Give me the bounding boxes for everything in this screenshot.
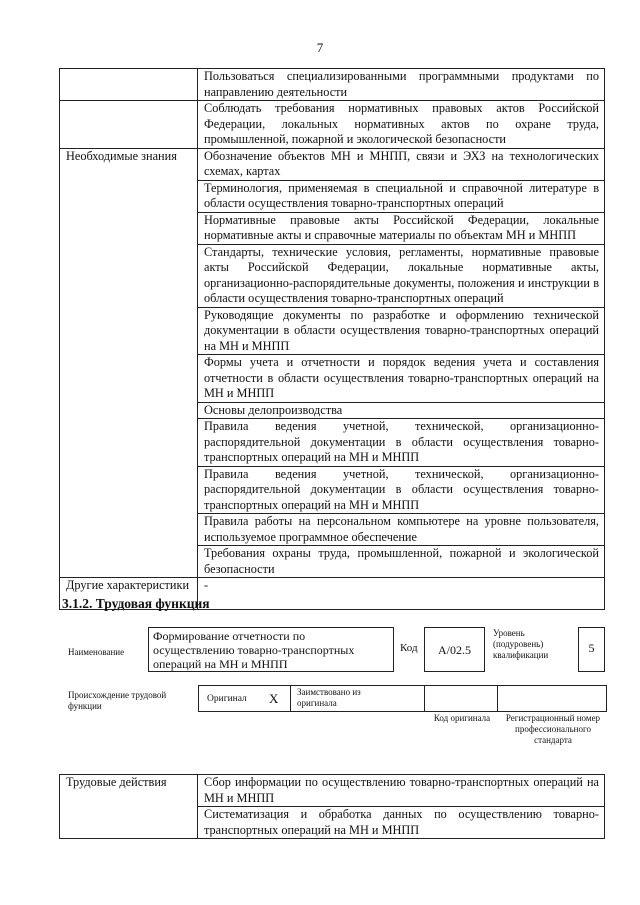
knowledge-row: Нормативные правовые акты Российской Федерации, локальные нормативные акты и справочные материалы по объектам МН и МНПП bbox=[198, 212, 605, 244]
knowledge-row: Формы учета и отчетности и порядок ведения учета и составления отчетности в области осуществления товарно-транспортных операций на МН и МНПП bbox=[198, 355, 605, 403]
origin-box bbox=[198, 685, 607, 712]
table-row bbox=[60, 148, 605, 180]
level-label: Уровень (подуровень) квалификации bbox=[493, 628, 549, 660]
table-cell-empty bbox=[60, 101, 198, 149]
level-box: 5 bbox=[578, 627, 605, 672]
table-row bbox=[60, 101, 605, 149]
table-row bbox=[60, 775, 605, 807]
knowledge-row: Терминология, применяемая в специальной и справочной литературе в области осуществления товарно-транспортных операций bbox=[198, 180, 605, 212]
other-characteristics-value: - bbox=[198, 578, 605, 610]
knowledge-row: Правила работы на персональном компьютере на уровне пользователя, используемое программное обеспечение bbox=[198, 514, 605, 546]
name-label: Наименование bbox=[68, 647, 125, 657]
knowledge-row: Требования охраны труда, промышленной, пожарной и экологической безопасности bbox=[198, 546, 605, 578]
skills-knowledge-table bbox=[59, 68, 605, 610]
divider bbox=[497, 686, 498, 711]
registration-number-caption: Регистрационный номер профессионального стандарта bbox=[505, 713, 601, 745]
code-original-caption: Код оригинала bbox=[433, 713, 491, 723]
table-cell-empty bbox=[60, 69, 198, 101]
divider bbox=[424, 686, 425, 711]
knowledge-row: Основы делопроизводства bbox=[198, 402, 605, 419]
knowledge-row: Правила ведения учетной, технической, организационно-распорядительной документации в области осуществления товарно-транспортных операций на МН и МНПП bbox=[198, 419, 605, 467]
labor-actions-label: Трудовые действия bbox=[60, 775, 198, 839]
function-name-box: Формирование отчетности по осуществлению товарно-транспортных операций на МН и МНПП bbox=[148, 627, 394, 672]
origin-label: Происхождение трудовой функции bbox=[68, 690, 167, 711]
other-characteristics-label: Другие характеристики bbox=[60, 578, 198, 610]
labor-action-row: Сбор информации по осуществлению товарно-транспортных операций на МН и МНПП bbox=[198, 775, 605, 807]
divider bbox=[290, 686, 291, 711]
knowledge-row: Обозначение объектов МН и МНПП, связи и ЭХЗ на технологических схемах, картах bbox=[198, 148, 605, 180]
original-mark: X bbox=[269, 691, 279, 706]
borrowed-label: Заимствовано из оригинала bbox=[297, 687, 361, 708]
labor-actions-table bbox=[59, 774, 605, 839]
section-heading: 3.1.2. Трудовая функция bbox=[62, 596, 210, 611]
knowledge-label: Необходимые знания bbox=[60, 148, 198, 578]
original-label: Оригинал bbox=[207, 694, 247, 704]
code-label: Код bbox=[400, 642, 418, 654]
knowledge-row: Правила ведения учетной, технической, организационно-распорядительной документации в области осуществления товарно-транспортных операций на МН и МНПП bbox=[198, 466, 605, 514]
page-number: 7 bbox=[316, 40, 324, 55]
skill-row: Пользоваться специализированными программными продуктами по направлению деятельности bbox=[198, 69, 605, 101]
skill-row: Соблюдать требования нормативных правовых актов Российской Федерации, локальных нормативных актов по охране труда, промышленной, пожарной и экологической безопасности bbox=[198, 101, 605, 149]
knowledge-row: Руководящие документы по разработке и оформлению технической документации в области осуществления товарно-транспортных операций на МН и МНПП bbox=[198, 307, 605, 355]
labor-action-row: Систематизация и обработка данных по осуществлению товарно-транспортных операций на МН и МНПП bbox=[198, 807, 605, 839]
table-row bbox=[60, 69, 605, 101]
knowledge-row: Стандарты, технические условия, регламенты, нормативные правовые акты Российской Федерации, локальные нормативные акты, организационно-распорядительные документы, положения и инструкции в области осуществления товарно-транспортных операций bbox=[198, 244, 605, 307]
function-code-box: А/02.5 bbox=[424, 627, 485, 672]
